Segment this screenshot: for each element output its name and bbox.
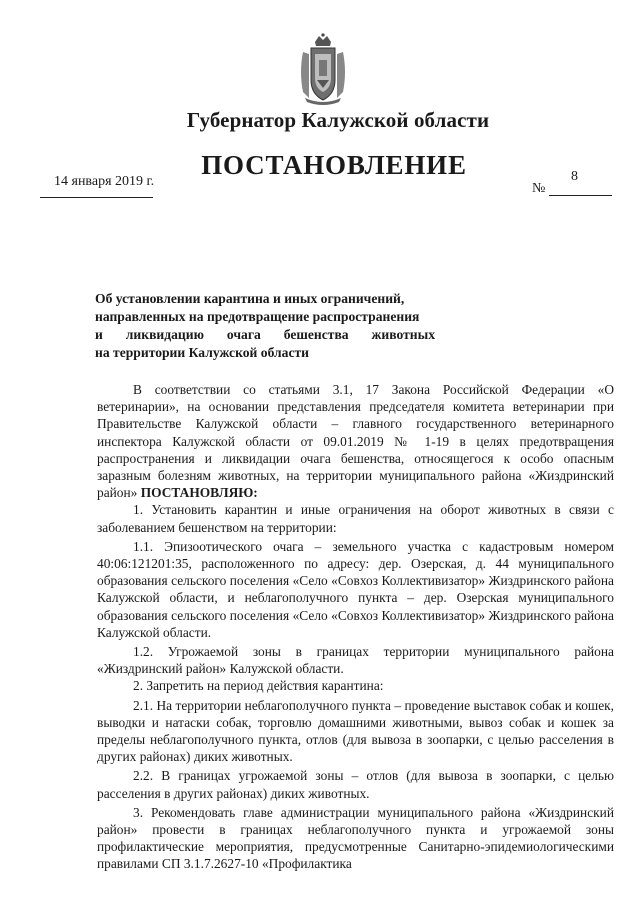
coat-of-arms-icon [293, 32, 353, 106]
heading-line: направленных на предотвращение распространения [95, 309, 420, 324]
preamble-text: В соответствии со статьями 3.1, 17 Закона Российской Федерации «О ветеринарии», на основании представления председателя комитета ветеринарии при Правительстве Калужской области – главного государственного ветеринарного инспектора Калужской области от 09.01.2019 № 1-19 в целях предотвращения распространения и ликвидации очага бешенства, относящегося к особо опасным заразным болезням животных, на территории муниципального района «Жиздринский район» [97, 382, 614, 501]
date-underline [40, 197, 153, 198]
paragraph-1: 1. Установить карантин и иные ограничения на оборот животных в связи с заболеванием бешенством на территории: [97, 502, 614, 535]
number-label: № [532, 181, 546, 196]
paragraph-2-1: 2.1. На территории неблагополучного пункта – проведение выставок собак и кошек, выводки и натаски собак, торговлю домашними животными, вывоз собак и кошек за пределы неблагополучного пункта, отлов (для вывоза в зоопарки, с целью расселения в других районах) диких животных. [97, 697, 614, 765]
paragraph-1-2: 1.2. Угрожаемой зоны в границах территории муниципального района «Жиздринский район» Калужской области. [97, 644, 614, 677]
number-underline [549, 195, 612, 196]
heading-line: на территории Калужской области [95, 345, 309, 360]
heading-line: Об установлении карантина и иных ограничений, [95, 291, 405, 306]
paragraph-3: 3. Рекомендовать главе администрации муниципального района «Жиздринский район» провести в границах неблагополучного пункта и угрожаемой зоны профилактические мероприятия, предусмотренные Санитарно-эпидемиологическими правилами СП 3.1.7.2627-10 «Профилактика [97, 804, 614, 872]
heading-line: и ликвидацию очага бешенства животных [95, 327, 435, 342]
preamble-paragraph [97, 381, 614, 501]
paragraph-1-1: 1.1. Эпизоотического очага – земельного участка с кадастровым номером 40:06:121201:35, расположенного по адресу: дер. Озерская, д. 44 муниципального образования сельского поселения «Село «Совхоз Коллективизатор» Жиздринского района Калужской области, и неблагополучного пункта – дер. Озерская муниципального образования сельского поселения «Село «Совхоз Коллективизатор» Жиздринского района Калужской области. [97, 538, 614, 640]
paragraph-2: 2. Запретить на период действия карантина: [133, 678, 384, 694]
document-kind-title: ПОСТАНОВЛЕНИЕ [201, 150, 467, 180]
document-heading [95, 290, 435, 362]
paragraph-2-2: 2.2. В границах угрожаемой зоны – отлов (для вывоза в зоопарки, с целью расселения в других районах) диких животных. [97, 768, 614, 801]
document-number: 8 [571, 169, 578, 184]
document-body [97, 381, 614, 873]
decree-word: ПОСТАНОВЛЯЮ: [140, 485, 258, 501]
issuer-title: Губернатор Калужской области [186, 108, 490, 132]
document-date: 14 января 2019 г. [54, 174, 155, 189]
